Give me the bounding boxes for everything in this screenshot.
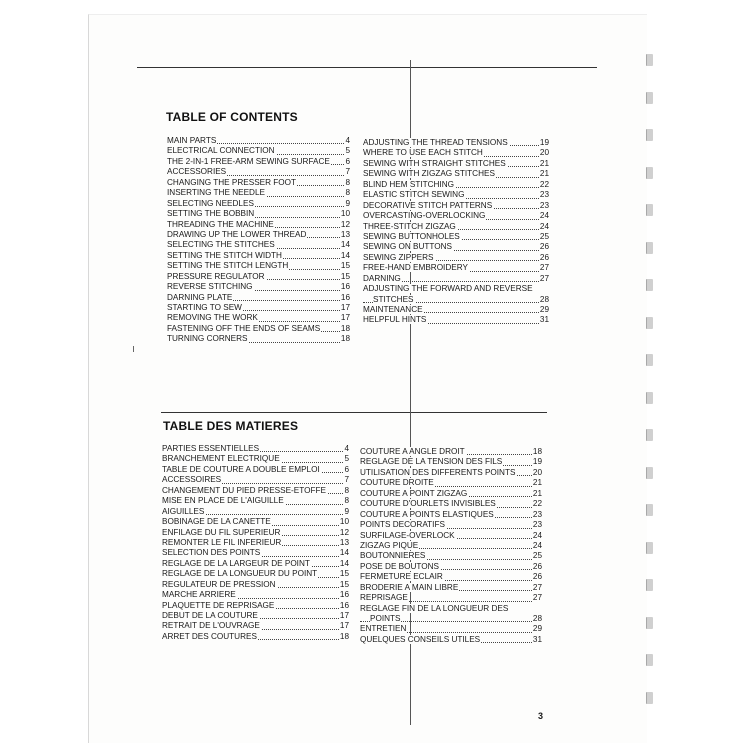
toc-entry-page: 21 [539, 169, 549, 179]
toc-entry [167, 324, 350, 334]
toc-entry-page: 7 [344, 475, 349, 485]
toc-entry-page: 10 [339, 517, 349, 527]
toc-entry-title: REGLAGE DE LA LONGUEUR DU POINT [162, 569, 318, 579]
toc-entry [162, 538, 349, 548]
toc-entry-title: CHANGING THE PRESSER FOOT [167, 177, 297, 187]
toc-entry-page: 14 [339, 548, 349, 558]
toc-entry-page: 17 [339, 611, 349, 620]
toc-entry-page: 22 [539, 179, 549, 189]
toc-entry-title: FERMETURE ECLAIR [360, 572, 443, 582]
toc-entry-title: COUTURE D'OURLETS INVISIBLES [360, 499, 496, 509]
toc-entry [162, 496, 349, 506]
toc-entry-title: SETTING THE BOBBIN [167, 209, 255, 219]
toc-entry-title: THREE-STITCH ZIGZAG [363, 221, 456, 231]
toc-entry-title: DARNING PLATE [167, 292, 233, 302]
toc-entry-title: SEWING WITH STRAIGHT STITCHES [363, 158, 506, 168]
index-tab [646, 242, 653, 254]
toc-entry-page: 5 [345, 146, 350, 156]
contents-left-column [167, 136, 350, 345]
toc-entry-page: 20 [532, 467, 542, 477]
toc-entry-title: HELPFUL HINTS [363, 315, 427, 325]
toc-entry [360, 520, 542, 530]
toc-entry [360, 593, 542, 603]
toc-entry-title: TABLE DE COUTURE A DOUBLE EMPLOI [162, 464, 320, 474]
toc-entry-title: POINTS DECORATIFS [360, 520, 445, 530]
toc-entry-page: 12 [340, 219, 350, 229]
toc-entry-page: 15 [340, 261, 350, 271]
toc-entry-title: SELECTING THE STITCHES [167, 240, 275, 250]
toc-entry [167, 157, 350, 167]
toc-entry-title: SURFILAGE-OVERLOCK [360, 530, 455, 540]
toc-entry [360, 447, 542, 457]
toc-entry-page: 18 [532, 447, 542, 456]
toc-entry-title: REGLAGE DE LA TENSION DES FILS [360, 457, 503, 467]
toc-entry-page: 28 [539, 294, 549, 304]
toc-entry [363, 232, 549, 242]
toc-entry-title: WHERE TO USE EACH STITCH [363, 148, 483, 158]
toc-entry-title: COUTURE A POINTS ELASTIQUES [360, 509, 494, 519]
toc-entry [360, 457, 542, 467]
toc-entry-title: REVERSE STITCHING [167, 282, 253, 292]
toc-entry-page: 26 [539, 252, 549, 262]
toc-entry [162, 632, 349, 642]
toc-entry-title: FREE-HAND EMBROIDERY [363, 263, 468, 273]
toc-entry-page: 24 [539, 221, 549, 231]
toc-entry [162, 444, 349, 454]
toc-entry-page: 7 [345, 167, 350, 177]
toc-entry [162, 486, 349, 496]
index-tabs [646, 40, 660, 740]
toc-entry-page: 8 [344, 496, 349, 506]
index-tab [646, 279, 653, 291]
toc-entry-page: 18 [340, 334, 350, 344]
toc-entry [162, 601, 349, 611]
toc-entry [167, 261, 350, 271]
toc-entry-page: 16 [339, 590, 349, 600]
toc-entry [162, 475, 349, 485]
toc-entry-page: 12 [339, 527, 349, 537]
toc-entry-page: 20 [539, 148, 549, 158]
toc-entry-page: 21 [539, 158, 549, 168]
toc-entry [363, 180, 549, 190]
toc-entry-title: STARTING TO SEW [167, 303, 242, 312]
toc-entry [360, 468, 542, 478]
toc-entry [363, 263, 549, 273]
toc-entry-title: POINTS [370, 614, 401, 623]
toc-entry-title: SELECTION DES POINTS [162, 548, 261, 558]
toc-entry-page: 16 [340, 292, 350, 302]
toc-entry-title: RETRAIT DE L'OUVRAGE [162, 621, 260, 631]
toc-entry-title: ELASTIC STITCH SEWING [363, 190, 465, 200]
toc-entry-title: PRESSURE REGULATOR [167, 271, 265, 281]
toc-entry-title: ADJUSTING THE FORWARD AND REVERSE [363, 284, 533, 294]
middle-rule [161, 412, 547, 413]
toc-entry [360, 489, 542, 499]
toc-entry [363, 253, 549, 263]
index-tab [646, 392, 653, 404]
toc-entry [167, 167, 350, 177]
toc-entry-page: 26 [532, 561, 542, 571]
toc-entry [360, 635, 542, 645]
toc-entry-page: 5 [344, 454, 349, 464]
toc-entry-title: FASTENING OFF THE ENDS OF SEAMS [167, 323, 321, 333]
toc-entry [363, 274, 549, 284]
toc-entry-page: 6 [345, 156, 350, 166]
toc-entry [167, 178, 350, 188]
toc-entry-page: 9 [344, 506, 349, 516]
toc-entry [363, 284, 549, 294]
toc-entry [363, 295, 549, 305]
toc-entry [162, 559, 349, 569]
toc-entry-title: THE 2-IN-1 FREE-ARM SEWING SURFACE [167, 156, 330, 166]
toc-entry [363, 305, 549, 315]
toc-entry-page: 27 [539, 263, 549, 273]
index-tab [646, 354, 653, 366]
toc-entry-title: SEWING ZIPPERS [363, 252, 434, 262]
toc-entry [360, 551, 542, 561]
toc-entry-page: 17 [339, 621, 349, 631]
toc-entry-page: 14 [340, 250, 350, 260]
toc-entry-title: COUTURE A POINT ZIGZAG [360, 488, 468, 498]
toc-entry-title: STITCHES [373, 294, 414, 304]
toc-entry-title: ADJUSTING THE THREAD TENSIONS [363, 138, 508, 147]
toc-entry [162, 507, 349, 517]
top-rule [137, 67, 597, 68]
toc-entry-title: THREADING THE MACHINE [167, 219, 274, 229]
toc-entry [363, 201, 549, 211]
contents-heading: TABLE OF CONTENTS [166, 110, 298, 124]
index-tab [646, 204, 653, 216]
toc-entry-title: SELECTING NEEDLES [167, 198, 254, 208]
toc-entry [360, 531, 542, 541]
toc-entry [167, 230, 350, 240]
toc-entry-page: 15 [340, 271, 350, 281]
toc-entry-page: 18 [339, 631, 349, 641]
toc-entry [360, 572, 542, 582]
toc-entry-title: BLIND HEM STITCHING [363, 179, 454, 189]
toc-entry-page: 27 [532, 593, 542, 603]
toc-entry-page: 19 [532, 457, 542, 467]
toc-entry-title: SEWING ON BUTTONS [363, 242, 453, 252]
toc-entry-title: TURNING CORNERS [167, 334, 248, 344]
toc-entry-page: 26 [539, 242, 549, 252]
toc-entry-title: MAINTENANCE [363, 305, 423, 314]
toc-entry-title: ACCESSORIES [167, 167, 227, 177]
toc-entry-page: 23 [532, 520, 542, 530]
toc-entry [167, 146, 350, 156]
toc-entry-title: REGULATEUR DE PRESSION [162, 579, 276, 589]
toc-entry [167, 209, 350, 219]
index-tab [646, 54, 653, 66]
toc-entry [363, 242, 549, 252]
toc-entry [167, 220, 350, 230]
toc-entry [360, 624, 542, 634]
toc-entry-page: 24 [539, 211, 549, 221]
toc-entry [363, 138, 549, 148]
toc-entry [162, 580, 349, 590]
toc-entry-page: 15 [339, 579, 349, 589]
toc-entry-title: COUTURE A ANGLE DROIT [360, 447, 465, 456]
toc-entry-page: 23 [539, 200, 549, 210]
toc-entry [162, 621, 349, 631]
index-tab [646, 317, 653, 329]
toc-entry [167, 293, 350, 303]
toc-entry-page: 16 [339, 600, 349, 610]
toc-entry-page: 9 [345, 198, 350, 208]
toc-entry-page: 14 [340, 240, 350, 250]
toc-entry-title: SETTING THE STITCH LENGTH [167, 261, 289, 271]
toc-entry-title: PARTIES ESSENTIELLES [162, 444, 260, 453]
toc-entry-title: ACCESSOIRES [162, 475, 222, 485]
toc-entry-title: ELECTRICAL CONNECTION [167, 146, 275, 156]
index-tab [646, 167, 653, 179]
toc-entry-page: 27 [539, 273, 549, 283]
toc-entry-page: 4 [345, 136, 350, 145]
toc-entry [167, 199, 350, 209]
toc-entry-title: ZIGZAG PIQUE [360, 540, 419, 550]
toc-entry [162, 517, 349, 527]
toc-entry-title: UTILISATION DES DIFFERENTS POINTS [360, 467, 516, 477]
toc-entry-title: BOUTONNIERES [360, 551, 426, 561]
toc-entry-title: SETTING THE STITCH WIDTH [167, 250, 282, 260]
toc-entry-title: DEBUT DE LA COUTURE [162, 611, 258, 620]
toc-entry [162, 548, 349, 558]
toc-entry-page: 8 [345, 188, 350, 198]
toc-entry-title: BRODERIE A MAIN LIBRE [360, 582, 459, 592]
toc-entry-title: ENTRETIEN [360, 624, 407, 634]
toc-entry [167, 303, 350, 313]
toc-entry [363, 148, 549, 158]
toc-entry-title: BRANCHEMENT ELECTRIQUE [162, 454, 280, 464]
toc-entry [360, 583, 542, 593]
toc-entry-title: ENFILAGE DU FIL SUPERIEUR [162, 527, 281, 537]
toc-entry-page: 31 [539, 315, 549, 325]
toc-entry-page: 15 [339, 569, 349, 579]
toc-entry-page: 22 [532, 499, 542, 509]
toc-entry [162, 454, 349, 464]
toc-entry-page: 31 [532, 634, 542, 644]
contents-right-column [363, 138, 549, 326]
toc-entry [363, 211, 549, 221]
toc-entry-title: PLAQUETTE DE REPRISAGE [162, 600, 275, 610]
toc-entry [363, 315, 549, 325]
toc-entry [162, 528, 349, 538]
toc-entry-title: COUTURE DROITE [360, 478, 434, 488]
toc-entry-page: 25 [539, 231, 549, 241]
toc-entry-page: 24 [532, 540, 542, 550]
toc-entry-page: 23 [539, 190, 549, 200]
toc-entry [360, 499, 542, 509]
toc-entry-page: 8 [344, 485, 349, 495]
toc-entry-title: DARNING [363, 273, 401, 283]
toc-entry [167, 251, 350, 261]
toc-entry-title: REMOVING THE WORK [167, 313, 258, 323]
toc-entry-title: REGLAGE FIN DE LA LONGUEUR DES [360, 603, 509, 613]
toc-entry-title: MARCHE ARRIERE [162, 590, 236, 600]
toc-entry-page: 25 [532, 551, 542, 561]
toc-entry-title: REMONTER LE FIL INFERIEUR [162, 537, 282, 547]
matieres-left-column [162, 444, 349, 642]
index-tab [646, 692, 653, 704]
toc-entry-page: 21 [532, 478, 542, 488]
toc-entry [360, 478, 542, 488]
toc-entry-page: 17 [340, 313, 350, 323]
toc-entry-title: OVERCASTING-OVERLOCKING [363, 211, 486, 221]
toc-entry [167, 334, 350, 344]
toc-entry-title: QUELQUES CONSEILS UTILES [360, 634, 481, 644]
toc-entry [162, 590, 349, 600]
toc-entry-title: REPRISAGE [360, 593, 408, 603]
matieres-right-column [360, 447, 542, 645]
toc-entry [363, 159, 549, 169]
toc-entry [360, 510, 542, 520]
toc-entry-page: 6 [344, 464, 349, 474]
toc-entry-page: 24 [532, 530, 542, 540]
toc-entry-title: MISE EN PLACE DE L'AIGUILLE [162, 496, 284, 506]
toc-entry-page: 16 [340, 282, 350, 292]
toc-entry-page: 28 [532, 614, 542, 623]
toc-entry [162, 611, 349, 621]
toc-entry [360, 562, 542, 572]
index-tab [646, 92, 653, 104]
toc-entry-page: 13 [340, 229, 350, 239]
page-number: 3 [538, 711, 544, 721]
matieres-heading: TABLE DES MATIERES [163, 419, 299, 433]
toc-entry-page: 4 [344, 444, 349, 453]
toc-entry-page: 19 [539, 138, 549, 147]
toc-entry-page: 27 [532, 582, 542, 592]
toc-entry-page: 13 [339, 537, 349, 547]
toc-entry [360, 614, 542, 624]
toc-entry [162, 569, 349, 579]
toc-entry-title: CHANGEMENT DU PIED PRESSE-ETOFFE [162, 485, 326, 495]
toc-entry-title: POSE DE BOUTONS [360, 561, 440, 571]
scan-speck [133, 346, 134, 352]
toc-entry [167, 188, 350, 198]
toc-entry-title: ARRET DES COUTURES [162, 631, 257, 641]
toc-entry-title: REGLAGE DE LA LARGEUR DE POINT [162, 558, 310, 568]
index-tab [646, 579, 653, 591]
index-tab [646, 504, 653, 516]
toc-entry-page: 21 [532, 488, 542, 498]
index-tab [646, 467, 653, 479]
toc-entry-title: SEWING BUTTONHOLES [363, 231, 460, 241]
toc-entry-title: DECORATIVE STITCH PATTERNS [363, 200, 493, 210]
toc-entry [167, 136, 350, 146]
toc-entry [167, 272, 350, 282]
toc-entry [363, 169, 549, 179]
toc-entry-title: INSERTING THE NEEDLE [167, 188, 265, 198]
toc-entry-page: 18 [340, 323, 350, 333]
toc-entry [363, 222, 549, 232]
toc-entry-page: 26 [532, 572, 542, 582]
toc-entry [360, 541, 542, 551]
index-tab [646, 654, 653, 666]
toc-entry [167, 282, 350, 292]
toc-entry [363, 190, 549, 200]
toc-entry-page: 17 [340, 303, 350, 312]
toc-entry-page: 14 [339, 558, 349, 568]
toc-entry-page: 23 [532, 509, 542, 519]
toc-entry-page: 29 [532, 624, 542, 634]
toc-entry-title: DRAWING UP THE LOWER THREAD [167, 229, 307, 239]
index-tab [646, 129, 653, 141]
toc-entry-title: AIGUILLES [162, 506, 205, 516]
index-tab [646, 617, 653, 629]
toc-entry [167, 240, 350, 250]
index-tab [646, 542, 653, 554]
toc-entry-title: SEWING WITH ZIGZAG STITCHES [363, 169, 495, 179]
toc-entry [162, 465, 349, 475]
toc-entry-page: 8 [345, 177, 350, 187]
toc-entry-title: MAIN PARTS [167, 136, 217, 145]
index-tab [646, 429, 653, 441]
toc-entry [167, 313, 350, 323]
toc-entry [360, 604, 542, 614]
toc-entry-page: 10 [340, 209, 350, 219]
toc-entry-title: BOBINAGE DE LA CANETTE [162, 517, 271, 527]
toc-entry-page: 29 [539, 305, 549, 314]
